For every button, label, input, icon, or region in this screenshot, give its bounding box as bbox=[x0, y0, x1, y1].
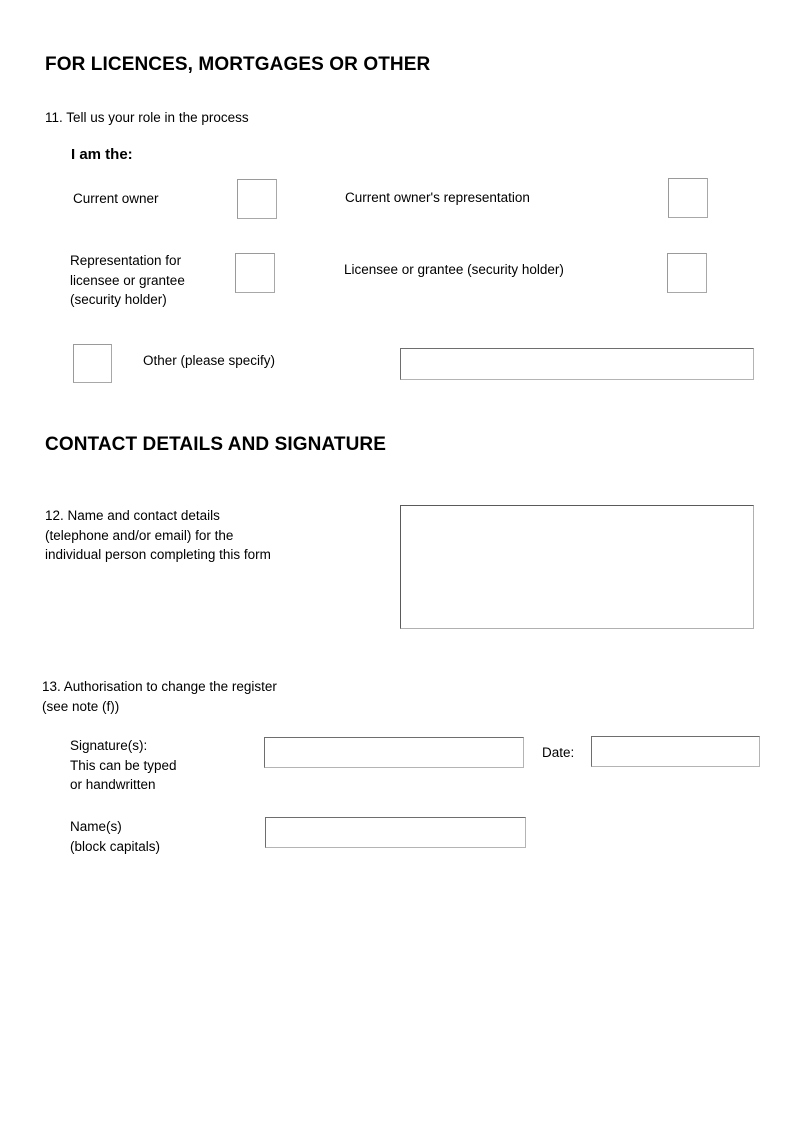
signature-label: Signature(s): This can be typed or handwritten bbox=[70, 738, 177, 792]
checkbox-licensee-or-grantee[interactable] bbox=[667, 253, 707, 293]
question-12-label: 12. Name and contact details (telephone and/or email) for the individual person completing this form bbox=[45, 508, 271, 562]
question-13-label: 13. Authorisation to change the register (see note (f)) bbox=[42, 679, 277, 714]
checkbox-current-owner[interactable] bbox=[237, 179, 277, 219]
checkbox-representation-for-licensee-or-grantee[interactable] bbox=[235, 253, 275, 293]
option-label-representation-for-licensee-or-grantee: Representation for licensee or grantee (security holder) bbox=[70, 253, 185, 307]
i-am-the-subheading: I am the: bbox=[71, 146, 133, 163]
date-input[interactable] bbox=[591, 736, 760, 767]
names-label: Name(s) (block capitals) bbox=[70, 819, 161, 854]
section-heading-contact: CONTACT DETAILS AND SIGNATURE bbox=[45, 434, 387, 455]
option-label-other: Other (please specify) bbox=[143, 353, 276, 368]
names-input[interactable] bbox=[265, 817, 526, 848]
checkbox-other[interactable] bbox=[73, 344, 112, 383]
contact-details-textarea[interactable] bbox=[400, 505, 754, 629]
other-specify-input[interactable] bbox=[400, 348, 754, 380]
checkbox-current-owners-representation[interactable] bbox=[668, 178, 708, 218]
option-label-current-owner: Current owner bbox=[73, 191, 159, 206]
question-11-label: 11. Tell us your role in the process bbox=[45, 110, 249, 125]
signature-input[interactable] bbox=[264, 737, 524, 768]
section-heading-licences: FOR LICENCES, MORTGAGES OR OTHER bbox=[45, 54, 431, 75]
option-label-licensee-or-grantee: Licensee or grantee (security holder) bbox=[344, 262, 564, 277]
date-label: Date: bbox=[542, 745, 575, 760]
option-label-current-owners-representation: Current owner's representation bbox=[345, 190, 530, 205]
